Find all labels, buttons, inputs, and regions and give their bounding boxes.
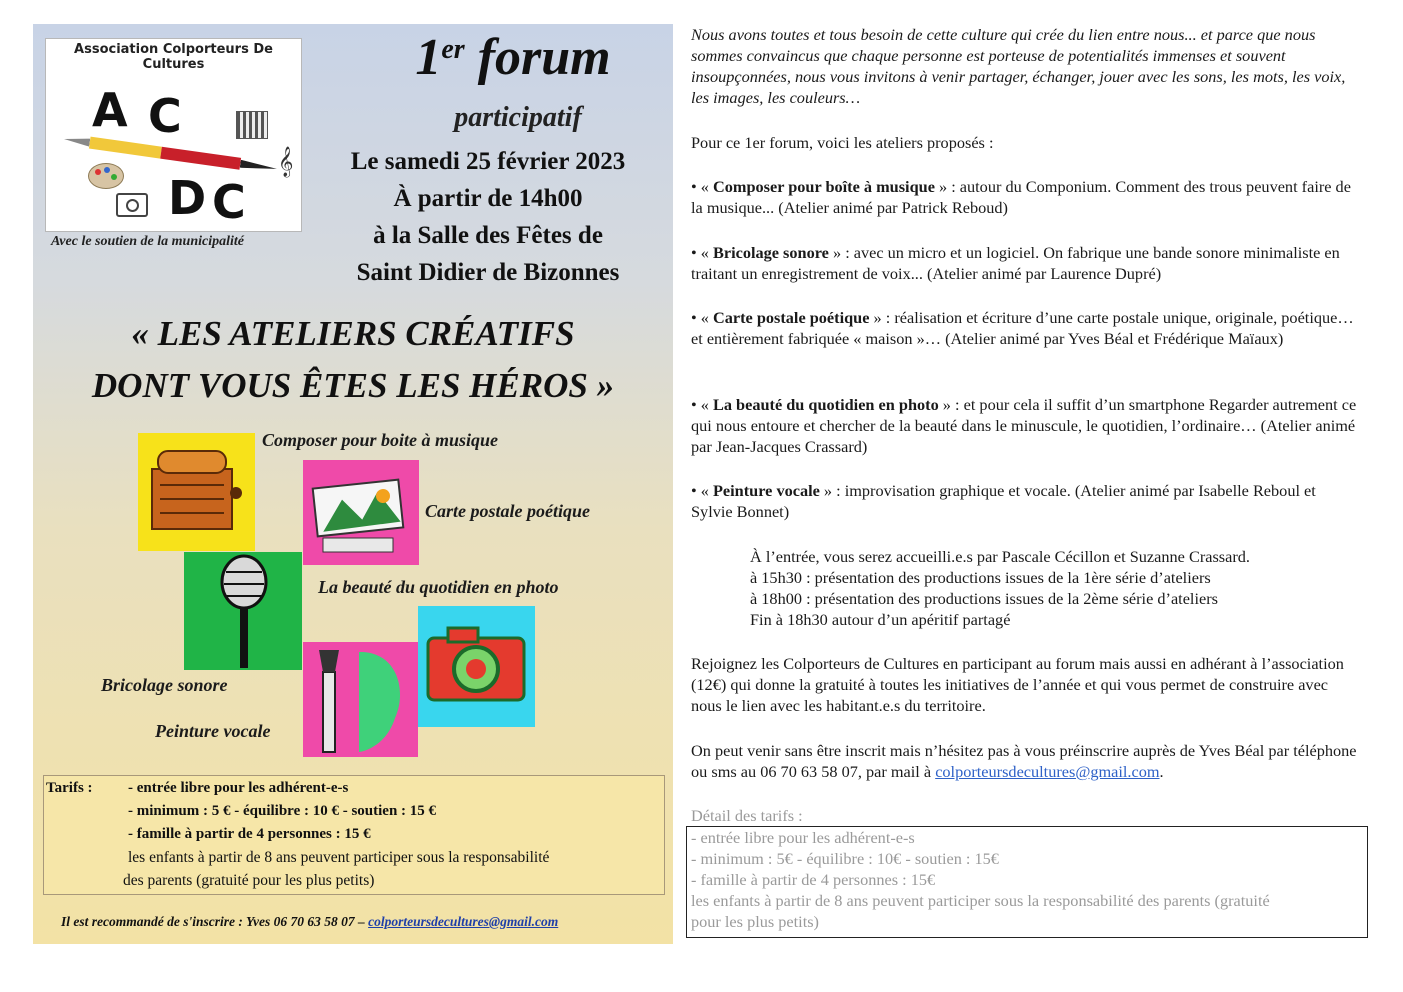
workshop-label-musique: Composer pour boite à musique (262, 430, 499, 450)
detail-tarif-row: - entrée libre pour les adhérent-e-s (691, 828, 915, 847)
municipality-support: Avec le soutien de la municipalité (51, 234, 244, 249)
workshop-label-peinture: Peinture vocale (155, 721, 271, 741)
pricing-note: des parents (gratuité pour les plus petits) (123, 872, 375, 889)
logo-letter-c2: C (212, 175, 246, 229)
poster-pricing-box (43, 775, 665, 895)
intro-paragraph: Nous avons toutes et tous besoin de cette culture qui crée du lien entre nous... et parce que nous sommes convaincus que chaque personne est porteuse de potentialités immenses et souvent insoupçonnées, nous vous invitons à venir partager, échanger, jouer avec les sons, les mots, les voix, les images, les couleurs… (691, 25, 1346, 107)
logo-letter-d: D (168, 171, 207, 225)
ateliers-intro: Pour ce 1er forum, voici les ateliers proposés : (691, 133, 994, 152)
schedule-line: à 15h30 : présentation des productions issues de la 1ère série d’ateliers (750, 568, 1211, 587)
workshop-label-carte: Carte postale poétique (425, 501, 590, 521)
headline-line-1: « LES ATELIERS CRÉATIFS (131, 314, 575, 353)
inscription-paragraph: On peut venir sans être inscrit mais n’hésitez pas à vous préinscrire auprès de Yves Béal par téléphone ou sms au 06 70 63 58 07, par mail à colporteursdecultures@gmail.com. (691, 741, 1357, 781)
logo-letter-c: C (148, 89, 182, 143)
music-box-image (138, 433, 255, 551)
atelier-item: • « Composer pour boîte à musique » : autour du Componium. Comment des trous peuvent faire de la musique... (Atelier animé par Patrick Reboud) (691, 177, 1351, 217)
microphone-image (184, 552, 302, 670)
registration-note: Il est recommandé de s'inscrire : Yves 06 70 63 58 07 – colporteursdecultures@gmail.com (61, 914, 559, 929)
detail-tarifs-label: Détail des tarifs : (691, 806, 803, 825)
event-poster (33, 24, 673, 944)
vocal-painting-image (303, 642, 418, 757)
pricing-row: - minimum : 5 € - équilibre : 10 € - soutien : 15 € (128, 803, 437, 819)
pricing-row: - famille à partir de 4 personnes : 15 € (128, 826, 371, 842)
headline-line-2: DONT VOUS ÊTES LES HÉROS » (91, 366, 615, 405)
atelier-item: • « La beauté du quotidien en photo » : et pour cela il suffit d’un smartphone Regarder autrement ce qui nous entoure et chercher de la beauté dans le minuscule, le quotidien, l’ordinaire… (Atelier animé par Jean-Jacques Crassard) (691, 395, 1357, 456)
detail-tarifs-box (686, 826, 1368, 938)
pricing-label: Tarifs : (46, 780, 93, 796)
detail-tarif-row: - famille à partir de 4 personnes : 15€ (691, 870, 936, 889)
detail-tarif-row: pour les plus petits) (691, 912, 819, 931)
postcard-image (303, 460, 419, 565)
email-link[interactable]: colporteursdecultures@gmail.com (935, 762, 1160, 781)
workshop-label-bricolage: Bricolage sonore (101, 675, 228, 695)
camera-icon (116, 193, 148, 217)
treble-clef-icon: 𝄞 (278, 147, 294, 176)
forum-subtitle: participatif (454, 102, 582, 133)
logo-title: Association Colporteurs De Cultures (74, 42, 273, 72)
pricing-row: - entrée libre pour les adhérent-e-s (128, 780, 349, 796)
schedule-line: à 18h00 : présentation des productions issues de la 2ème série d’ateliers (750, 589, 1218, 608)
event-date: Le samedi 25 février 2023 (350, 148, 626, 175)
workshop-label-photo: La beauté du quotidien en photo (318, 577, 559, 597)
event-time: À partir de 14h00 (393, 185, 583, 212)
detail-tarif-row: - minimum : 5€ - équilibre : 10€ - soutien : 15€ (691, 849, 999, 868)
schedule-line: À l’entrée, vous serez accueilli.e.s par Pascale Cécillon et Suzanne Crassard. (750, 547, 1250, 566)
atelier-item: • « Bricolage sonore » : avec un micro et un logiciel. On fabrique une bande sonore minimaliste en traitant un enregistrement de voix... (Atelier animé par Laurence Dupré) (691, 243, 1340, 283)
join-paragraph: Rejoignez les Colporteurs de Cultures en participant au forum mais aussi en adhérant à l’association (12€) qui donne la gratuité à toutes les initiatives de l’année et qui vous permet de construire avec nous le lien avec les habitant.e.s du territoire. (691, 654, 1344, 715)
detail-tarif-row: les enfants à partir de 8 ans peuvent participer sous la responsabilité des parents (gratuité (691, 891, 1270, 910)
camera-image (418, 606, 535, 727)
poster-email-link[interactable]: colporteursdecultures@gmail.com (368, 914, 559, 929)
atelier-item: • « Peinture vocale » : improvisation graphique et vocale. (Atelier animé par Isabelle Reboul et Sylvie Bonnet) (691, 481, 1316, 521)
accordion-icon (236, 111, 268, 139)
event-venue: à la Salle des Fêtes de (373, 222, 603, 249)
pricing-note: les enfants à partir de 8 ans peuvent participer sous la responsabilité (128, 849, 550, 866)
schedule-line: Fin à 18h30 autour d’un apéritif partagé (750, 610, 1011, 629)
logo-letter-a: A (92, 83, 128, 137)
forum-title: 1er forum (415, 29, 611, 86)
association-logo (45, 38, 302, 232)
event-town: Saint Didier de Bizonnes (356, 259, 620, 286)
palette-icon (88, 163, 124, 189)
atelier-item: • « Carte postale poétique » : réalisation et écriture d’une carte postale unique, originale, poétique… et entièrement fabriquée « maison »… (Atelier animé par Yves Béal et Frédérique Maïaux) (691, 308, 1354, 348)
